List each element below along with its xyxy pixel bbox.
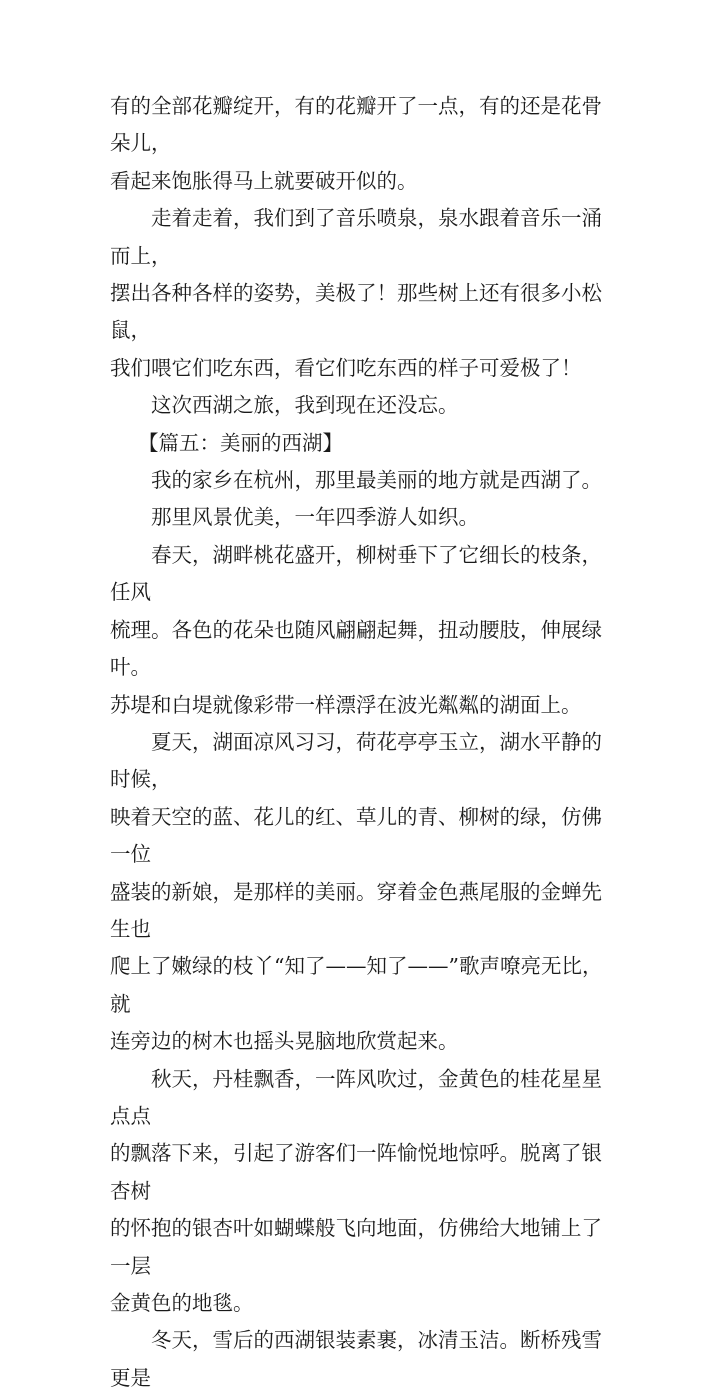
text-line: 春天，湖畔桃花盛开，柳树垂下了它细长的枝条，任风 [110, 542, 602, 605]
text-line: 我们喂它们吃东西，看它们吃东西的样子可爱极了！ [110, 355, 582, 380]
text-line: 梳理。各色的花朵也随风翩翩起舞，扭动腰肢，伸展绿叶。 [110, 617, 602, 680]
text-line: 那里风景优美，一年四季游人如织。 [151, 505, 479, 530]
text-line: 秋天，丹桂飘香，一阵风吹过，金黄色的桂花星星点点 [110, 1066, 602, 1128]
paragraph-scenery [110, 499, 610, 536]
text-line: 有的全部花瓣绽开，有的花瓣开了一点，有的还是花骨朵儿， [110, 94, 602, 156]
section-heading [110, 425, 610, 462]
text-line: 走着走着，我们到了音乐喷泉，泉水跟着音乐一涌而上， [110, 206, 602, 268]
text-line: 的怀抱的银杏叶如蝴蝶般飞向地面，仿佛给大地铺上了一层 [110, 1216, 602, 1278]
text-line: 这次西湖之旅，我到现在还没忘。 [151, 393, 459, 418]
paragraph-spring [110, 537, 610, 724]
text-line: 映着天空的蓝、花儿的红、草儿的青、柳树的绿，仿佛一位 [110, 804, 602, 867]
document-body [110, 88, 610, 1397]
text-line: 连旁边的树木也摇头晃脑地欣赏起来。 [110, 1029, 459, 1054]
text-line: 金黄色的地毯。 [110, 1291, 254, 1315]
text-line: 爬上了嫩绿的枝丫“知了——知了——”歌声嘹亮无比，就 [110, 954, 603, 1016]
text-line: 夏天，湖面凉风习习，荷花亭亭玉立，湖水平静的时候， [110, 729, 602, 792]
heading-text: 【篇五：美丽的西湖】 [138, 430, 343, 455]
paragraph-autumn [110, 1061, 610, 1323]
text-line: 盛装的新娘，是那样的美丽。穿着金色燕尾服的金蝉先生也 [110, 879, 602, 941]
text-line: 我的家乡在杭州，那里最美丽的地方就是西湖了。 [151, 468, 602, 493]
paragraph-music-fountain [110, 200, 610, 387]
text-line: 看起来饱胀得马上就要破开似的。 [110, 168, 418, 193]
text-line: 苏堤和白堤就像彩带一样漂浮在波光粼粼的湖面上。 [110, 692, 582, 717]
text-line: 摆出各种各样的姿势，美极了！那些树上还有很多小松鼠， [110, 281, 602, 343]
paragraph-hometown [110, 462, 610, 499]
paragraph-continuation [110, 88, 610, 200]
paragraph-winter [110, 1322, 610, 1397]
paragraph-trip-memory [110, 387, 610, 424]
paragraph-summer [110, 724, 610, 1061]
text-line: 冬天，雪后的西湖银装素裹，冰清玉洁。断桥残雪更是 [110, 1328, 602, 1390]
text-line: 的飘落下来，引起了游客们一阵愉悦地惊呼。脱离了银杏树 [110, 1141, 602, 1203]
